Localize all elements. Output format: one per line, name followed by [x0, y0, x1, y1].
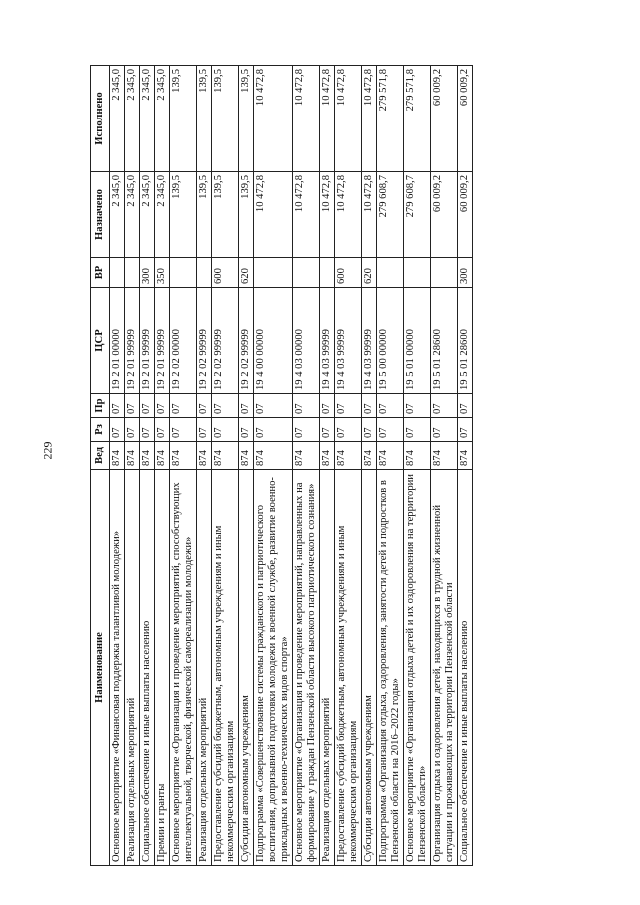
cell-rz: 07	[320, 418, 335, 442]
cell-ved: 874	[239, 442, 254, 470]
cell-ved: 874	[404, 442, 431, 470]
cell-assigned: 139,5	[212, 172, 239, 258]
cell-rz: 07	[377, 418, 404, 442]
cell-csr: 19 2 02 99999	[239, 288, 254, 394]
cell-csr: 19 5 01 00000	[404, 288, 431, 394]
cell-executed: 60 009,2	[431, 66, 458, 172]
cell-assigned: 10 472,8	[362, 172, 377, 258]
cell-rz: 07	[197, 418, 212, 442]
page-number: 229	[40, 441, 55, 460]
cell-executed: 279 571,8	[377, 66, 404, 172]
cell-csr: 19 4 03 99999	[362, 288, 377, 394]
cell-rz: 07	[140, 418, 155, 442]
cell-rz: 07	[458, 418, 473, 442]
cell-name: Реализация отдельных мероприятий	[125, 470, 140, 866]
cell-executed: 2 345,0	[155, 66, 170, 172]
cell-executed: 139,5	[197, 66, 212, 172]
cell-executed: 10 472,8	[293, 66, 320, 172]
cell-assigned: 2 345,0	[110, 172, 125, 258]
cell-pr: 07	[458, 394, 473, 418]
cell-assigned: 279 608,7	[404, 172, 431, 258]
cell-assigned: 60 009,2	[431, 172, 458, 258]
cell-vr	[125, 258, 140, 288]
cell-name: Основное мероприятие «Финансовая поддержка талантливой молодежи»	[110, 470, 125, 866]
cell-csr: 19 2 01 99999	[125, 288, 140, 394]
cell-csr: 19 2 01 99999	[140, 288, 155, 394]
cell-ved: 874	[212, 442, 239, 470]
cell-rz: 07	[431, 418, 458, 442]
header-vr: ВР	[91, 258, 110, 288]
cell-vr: 600	[212, 258, 239, 288]
cell-ved: 874	[458, 442, 473, 470]
cell-vr	[404, 258, 431, 288]
cell-name: Реализация отдельных мероприятий	[320, 470, 335, 866]
cell-vr: 620	[362, 258, 377, 288]
cell-csr: 19 4 03 99999	[335, 288, 362, 394]
table-row	[140, 66, 155, 866]
cell-rz: 07	[155, 418, 170, 442]
header-csr: ЦСР	[91, 288, 110, 394]
cell-vr	[431, 258, 458, 288]
cell-pr: 07	[404, 394, 431, 418]
cell-csr: 19 5 01 28600	[458, 288, 473, 394]
cell-ved: 874	[254, 442, 293, 470]
cell-pr: 07	[140, 394, 155, 418]
cell-pr: 07	[197, 394, 212, 418]
cell-name: Подпрограмма «Совершенствование системы гражданского и патриотического воспитания, допризывной подготовки молодежи к военной службе, развитие военно-прикладных и военно-технических видов спорта»	[254, 470, 293, 866]
table-row	[155, 66, 170, 866]
cell-name: Организация отдыха и оздоровления детей, находящихся в трудной жизненной ситуации и проживающих на территории Пензенской области	[431, 470, 458, 866]
cell-ved: 874	[155, 442, 170, 470]
table-row	[404, 66, 431, 866]
cell-ved: 874	[110, 442, 125, 470]
cell-executed: 10 472,8	[320, 66, 335, 172]
cell-name: Основное мероприятие «Организация и проведение мероприятий, направленных на формирование у граждан Пензенской области высокого патриотического сознания»	[293, 470, 320, 866]
cell-ved: 874	[377, 442, 404, 470]
cell-pr: 07	[431, 394, 458, 418]
budget-table	[90, 65, 473, 866]
cell-vr: 350	[155, 258, 170, 288]
cell-ved: 874	[197, 442, 212, 470]
cell-ved: 874	[125, 442, 140, 470]
cell-executed: 139,5	[170, 66, 197, 172]
table-row	[293, 66, 320, 866]
cell-executed: 10 472,8	[362, 66, 377, 172]
table-header	[91, 66, 110, 866]
cell-ved: 874	[320, 442, 335, 470]
table-row	[335, 66, 362, 866]
cell-executed: 10 472,8	[335, 66, 362, 172]
header-rz: Рз	[91, 418, 110, 442]
cell-csr: 19 2 02 99999	[212, 288, 239, 394]
rotated-table-container	[90, 66, 570, 866]
cell-name: Предоставление субсидий бюджетным, автономным учреждениям и иным некоммерческим организациям	[212, 470, 239, 866]
cell-executed: 60 009,2	[458, 66, 473, 172]
cell-rz: 07	[404, 418, 431, 442]
cell-vr	[320, 258, 335, 288]
cell-assigned: 10 472,8	[293, 172, 320, 258]
cell-pr: 07	[239, 394, 254, 418]
cell-vr	[254, 258, 293, 288]
cell-rz: 07	[239, 418, 254, 442]
cell-csr: 19 4 03 99999	[320, 288, 335, 394]
cell-assigned: 139,5	[170, 172, 197, 258]
cell-pr: 07	[320, 394, 335, 418]
cell-vr	[170, 258, 197, 288]
cell-pr: 07	[377, 394, 404, 418]
cell-ved: 874	[140, 442, 155, 470]
cell-name: Социальное обеспечение и иные выплаты населению	[458, 470, 473, 866]
cell-csr: 19 2 02 99999	[197, 288, 212, 394]
cell-name: Подпрограмма «Организация отдыха, оздоровления, занятости детей и подростков в Пензенской области на 2016–2022 годы»	[377, 470, 404, 866]
cell-vr: 300	[458, 258, 473, 288]
cell-executed: 139,5	[212, 66, 239, 172]
cell-assigned: 60 009,2	[458, 172, 473, 258]
cell-pr: 07	[110, 394, 125, 418]
cell-pr: 07	[362, 394, 377, 418]
cell-rz: 07	[212, 418, 239, 442]
cell-csr: 19 2 02 00000	[170, 288, 197, 394]
cell-assigned: 139,5	[239, 172, 254, 258]
cell-assigned: 10 472,8	[320, 172, 335, 258]
header-assigned: Назначено	[91, 172, 110, 258]
cell-csr: 19 2 01 99999	[155, 288, 170, 394]
cell-ved: 874	[431, 442, 458, 470]
cell-pr: 07	[125, 394, 140, 418]
cell-ved: 874	[293, 442, 320, 470]
cell-pr: 07	[293, 394, 320, 418]
cell-ved: 874	[170, 442, 197, 470]
cell-assigned: 10 472,8	[254, 172, 293, 258]
cell-csr: 19 5 00 00000	[377, 288, 404, 394]
cell-vr: 300	[140, 258, 155, 288]
table-row	[362, 66, 377, 866]
table-row	[170, 66, 197, 866]
table-body	[110, 66, 473, 866]
cell-assigned: 139,5	[197, 172, 212, 258]
cell-name: Основное мероприятие «Организация и проведение мероприятий, способствующих интеллектуальной, творческой, физической самореализации молодежи»	[170, 470, 197, 866]
header-ved: Вед	[91, 442, 110, 470]
cell-assigned: 279 608,7	[377, 172, 404, 258]
cell-pr: 07	[254, 394, 293, 418]
cell-assigned: 10 472,8	[335, 172, 362, 258]
cell-rz: 07	[362, 418, 377, 442]
cell-ved: 874	[362, 442, 377, 470]
table-row	[431, 66, 458, 866]
cell-vr: 620	[239, 258, 254, 288]
cell-rz: 07	[335, 418, 362, 442]
cell-csr: 19 4 00 00000	[254, 288, 293, 394]
cell-vr	[110, 258, 125, 288]
header-name: Наименование	[91, 470, 110, 866]
cell-pr: 07	[335, 394, 362, 418]
cell-vr	[197, 258, 212, 288]
cell-name: Основное мероприятие «Организация отдыха детей и их оздоровления на территории Пензенской области»	[404, 470, 431, 866]
cell-executed: 279 571,8	[404, 66, 431, 172]
header-executed: Исполнено	[91, 66, 110, 172]
cell-assigned: 2 345,0	[155, 172, 170, 258]
cell-name: Предоставление субсидий бюджетным, автономным учреждениям и иным некоммерческим организациям	[335, 470, 362, 866]
table-row	[212, 66, 239, 866]
table-row	[254, 66, 293, 866]
cell-name: Социальное обеспечение и иные выплаты населению	[140, 470, 155, 866]
cell-name: Реализация отдельных мероприятий	[197, 470, 212, 866]
cell-executed: 2 345,0	[140, 66, 155, 172]
table-row	[110, 66, 125, 866]
cell-csr: 19 2 01 00000	[110, 288, 125, 394]
cell-rz: 07	[170, 418, 197, 442]
cell-rz: 07	[254, 418, 293, 442]
cell-vr	[377, 258, 404, 288]
header-pr: Пр	[91, 394, 110, 418]
cell-pr: 07	[212, 394, 239, 418]
header-row	[91, 66, 110, 866]
cell-csr: 19 4 03 00000	[293, 288, 320, 394]
cell-executed: 2 345,0	[125, 66, 140, 172]
table-row	[320, 66, 335, 866]
table-row	[197, 66, 212, 866]
table-row	[125, 66, 140, 866]
cell-assigned: 2 345,0	[140, 172, 155, 258]
table-row	[377, 66, 404, 866]
cell-pr: 07	[155, 394, 170, 418]
cell-executed: 139,5	[239, 66, 254, 172]
page-number-area	[38, 0, 55, 905]
cell-name: Субсидии автономным учреждениям	[239, 470, 254, 866]
cell-vr: 600	[335, 258, 362, 288]
table-row	[458, 66, 473, 866]
cell-rz: 07	[125, 418, 140, 442]
cell-rz: 07	[110, 418, 125, 442]
cell-vr	[293, 258, 320, 288]
cell-csr: 19 5 01 28600	[431, 288, 458, 394]
cell-name: Субсидии автономным учреждениям	[362, 470, 377, 866]
cell-name: Премии и гранты	[155, 470, 170, 866]
cell-executed: 10 472,8	[254, 66, 293, 172]
cell-executed: 2 345,0	[110, 66, 125, 172]
cell-pr: 07	[170, 394, 197, 418]
cell-rz: 07	[293, 418, 320, 442]
cell-ved: 874	[335, 442, 362, 470]
table-row	[239, 66, 254, 866]
cell-assigned: 2 345,0	[125, 172, 140, 258]
